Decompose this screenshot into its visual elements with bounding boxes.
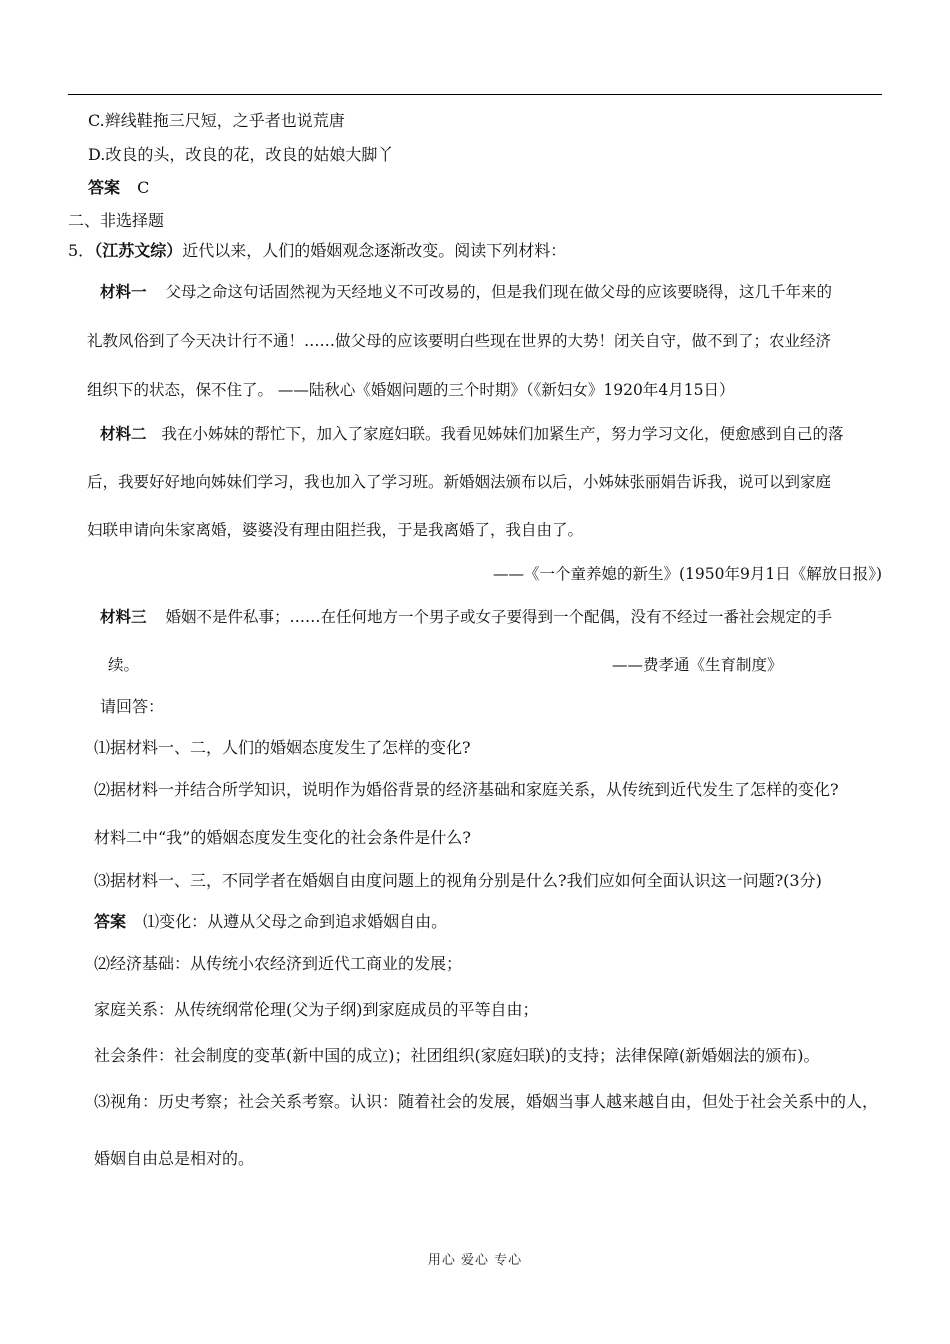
material-1-line-3: 组织下的状态，保不住了。 ——陆秋心《婚姻问题的三个时期》（《新妇女》1920年4月15日） xyxy=(87,381,735,399)
material-2-source: ——《一个童养媳的新生》(1950年9月1日《解放日报》) xyxy=(492,565,882,583)
material-3-label: 材料三 xyxy=(100,607,147,626)
question-2-line-2: 材料二中“我”的婚姻态度发生变化的社会条件是什么? xyxy=(94,828,471,847)
material-3-text: 婚姻不是件私事；……在任何地方一个男子或女子要得到一个配偶，没有不经过一番社会规定的手 xyxy=(165,608,832,626)
material-3-source: ——费孝通《生育制度》 xyxy=(612,656,783,674)
question-source: （江苏文综） xyxy=(94,241,183,260)
answer-label: 答案 xyxy=(88,178,121,197)
material-3-line-1 xyxy=(100,607,832,627)
header-rule xyxy=(68,94,882,95)
material-1-label: 材料一 xyxy=(100,282,147,301)
material-1-line-1 xyxy=(100,282,832,302)
material-2-line-2: 后，我要好好地向姊妹们学习，我也加入了学习班。新婚姻法颁布以后，小姊妹张丽娟告诉我，说可以到家庭 xyxy=(87,473,832,491)
question-1: ⑴据材料一、二，人们的婚姻态度发生了怎样的变化? xyxy=(94,738,471,757)
answer-1: ⑴变化：从遵从父母之命到追求婚姻自由。 xyxy=(143,912,448,931)
question-5-stem xyxy=(68,241,566,261)
answer-row-2 xyxy=(94,912,447,932)
answer-row-1 xyxy=(88,178,149,198)
answer-2-line-2: 家庭关系：从传统纲常伦理(父为子纲)到家庭成员的平等自由； xyxy=(94,1000,539,1019)
prompt: 请回答： xyxy=(100,697,165,716)
question-number: 5． xyxy=(68,241,95,260)
answer-3-line-2: 婚姻自由总是相对的。 xyxy=(94,1149,255,1168)
answer-label-2: 答案 xyxy=(94,912,127,931)
option-d: D.改良的头，改良的花，改良的姑娘大脚丫 xyxy=(88,145,394,164)
material-2-line-3: 妇联申请向朱家离婚，婆婆没有理由阻拦我，于是我离婚了，我自由了。 xyxy=(87,521,584,539)
answer-2-line-1: ⑵经济基础：从传统小农经济到近代工商业的发展； xyxy=(94,954,463,973)
material-2-text: 我在小姊妹的帮忙下，加入了家庭妇联。我看见姊妹们加紧生产，努力学习文化，便愈感到自己的落 xyxy=(161,425,844,443)
material-2-line-1 xyxy=(100,424,843,444)
question-3: ⑶据材料一、三，不同学者在婚姻自由度问题上的视角分别是什么?我们应如何全面认识这一问题?(3分) xyxy=(94,871,822,890)
section-heading: 二、非选择题 xyxy=(68,211,165,230)
answer-value: C xyxy=(137,178,150,197)
material-3-line-2: 续。 xyxy=(108,656,140,674)
question-2-line-1: ⑵据材料一并结合所学知识，说明作为婚俗背景的经济基础和家庭关系，从传统到近代发生了怎样的变化? xyxy=(94,780,839,799)
answer-3-line-1: ⑶视角：历史考察；社会关系考察。认识：随着社会的发展，婚姻当事人越来越自由，但处于社会关系中的人， xyxy=(94,1092,879,1111)
question-text: 近代以来，人们的婚姻观念逐渐改变。阅读下列材料： xyxy=(182,241,567,260)
material-2-label: 材料二 xyxy=(100,424,147,443)
material-1-text: 父母之命这句话固然视为天经地义不可改易的，但是我们现在做父母的应该要晓得，这几千年来的 xyxy=(165,283,832,301)
material-1-line-2: 礼教风俗到了今天决计行不通！……做父母的应该要明白些现在世界的大势！闭关自守，做不到了；农业经济 xyxy=(87,332,832,350)
answer-2-line-3: 社会条件：社会制度的变革(新中国的成立)；社团组织(家庭妇联)的支持；法律保障(新婚姻法的颁布)。 xyxy=(94,1046,820,1065)
page-footer: 用心 爱心 专心 xyxy=(427,1253,523,1268)
option-c: C.辫线鞋拖三尺短，之乎者也说荒唐 xyxy=(88,111,345,130)
